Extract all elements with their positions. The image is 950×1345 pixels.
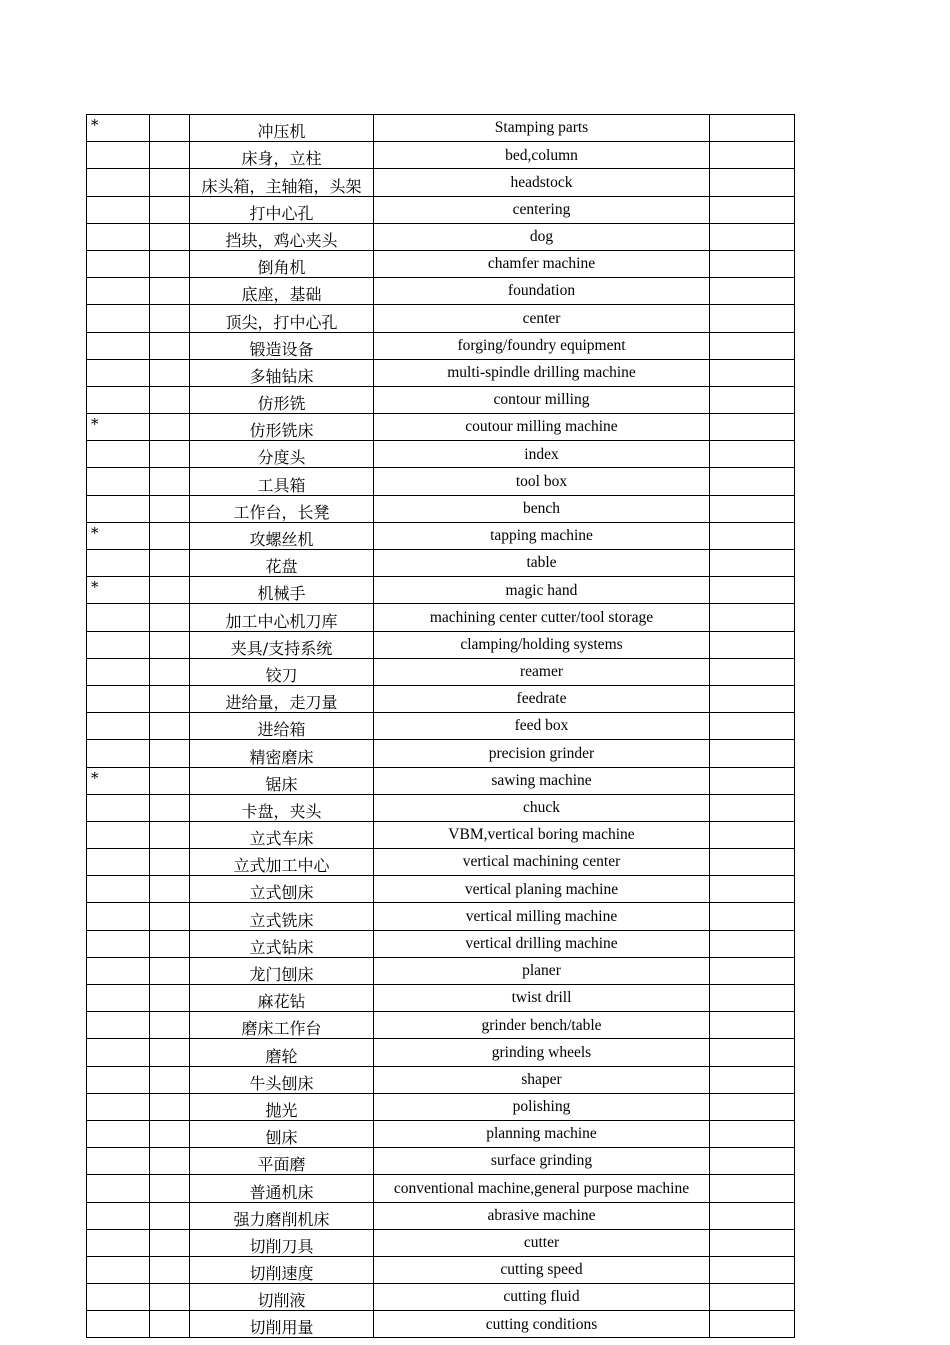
blank-cell	[150, 414, 190, 441]
marker-cell	[87, 957, 150, 984]
english-term-cell: surface grinding	[374, 1148, 710, 1175]
blank-cell	[150, 305, 190, 332]
blank-cell	[150, 631, 190, 658]
english-term-cell: dog	[374, 223, 710, 250]
chinese-term-cell: 切削用量	[190, 1311, 374, 1338]
marker-cell	[87, 1148, 150, 1175]
chinese-term-cell: 平面磨	[190, 1148, 374, 1175]
marker-cell	[87, 1039, 150, 1066]
table-row	[87, 1229, 795, 1256]
blank-cell	[710, 604, 795, 631]
table-row	[87, 1093, 795, 1120]
table-row	[87, 577, 795, 604]
blank-cell	[150, 495, 190, 522]
table-row	[87, 522, 795, 549]
marker-cell: *	[87, 577, 150, 604]
marker-cell	[87, 631, 150, 658]
chinese-term-cell: 锯床	[190, 767, 374, 794]
marker-cell	[87, 604, 150, 631]
blank-cell	[150, 849, 190, 876]
blank-cell	[710, 223, 795, 250]
blank-cell	[150, 930, 190, 957]
marker-cell	[87, 740, 150, 767]
chinese-term-cell: 工作台，长凳	[190, 495, 374, 522]
chinese-term-cell: 切削速度	[190, 1256, 374, 1283]
blank-cell	[150, 767, 190, 794]
chinese-term-cell: 抛光	[190, 1093, 374, 1120]
english-term-cell: bed,column	[374, 142, 710, 169]
chinese-term-cell: 麻花钻	[190, 985, 374, 1012]
english-term-cell: cutter	[374, 1229, 710, 1256]
chinese-term-cell: 锻造设备	[190, 332, 374, 359]
table-row	[87, 1311, 795, 1338]
blank-cell	[710, 767, 795, 794]
english-term-cell: contour milling	[374, 386, 710, 413]
blank-cell	[150, 1093, 190, 1120]
blank-cell	[150, 1148, 190, 1175]
english-term-cell: twist drill	[374, 985, 710, 1012]
blank-cell	[710, 1256, 795, 1283]
blank-cell	[710, 1039, 795, 1066]
table-row	[87, 386, 795, 413]
chinese-term-cell: 立式刨床	[190, 876, 374, 903]
table-row	[87, 1148, 795, 1175]
table-row	[87, 550, 795, 577]
marker-cell: *	[87, 767, 150, 794]
chinese-term-cell: 铰刀	[190, 658, 374, 685]
chinese-term-cell: 花盘	[190, 550, 374, 577]
chinese-term-cell: 床头箱，主轴箱，头架	[190, 169, 374, 196]
marker-cell	[87, 1012, 150, 1039]
blank-cell	[710, 1311, 795, 1338]
blank-cell	[710, 577, 795, 604]
blank-cell	[150, 1202, 190, 1229]
english-term-cell: chamfer machine	[374, 250, 710, 277]
table-row	[87, 305, 795, 332]
english-term-cell: reamer	[374, 658, 710, 685]
english-term-cell: center	[374, 305, 710, 332]
table-row	[87, 359, 795, 386]
english-term-cell: vertical drilling machine	[374, 930, 710, 957]
blank-cell	[150, 550, 190, 577]
chinese-term-cell: 冲压机	[190, 115, 374, 142]
table-row	[87, 142, 795, 169]
blank-cell	[710, 196, 795, 223]
marker-cell: *	[87, 414, 150, 441]
marker-cell	[87, 142, 150, 169]
blank-cell	[710, 1093, 795, 1120]
table-row	[87, 1202, 795, 1229]
blank-cell	[150, 821, 190, 848]
english-term-cell: conventional machine,general purpose machine	[374, 1175, 710, 1202]
chinese-term-cell: 夹具/支持系统	[190, 631, 374, 658]
chinese-term-cell: 立式加工中心	[190, 849, 374, 876]
blank-cell	[710, 1284, 795, 1311]
blank-cell	[150, 985, 190, 1012]
blank-cell	[710, 169, 795, 196]
blank-cell	[150, 658, 190, 685]
marker-cell	[87, 1120, 150, 1147]
english-term-cell: vertical milling machine	[374, 903, 710, 930]
blank-cell	[710, 495, 795, 522]
blank-cell	[150, 196, 190, 223]
blank-cell	[710, 821, 795, 848]
glossary-body	[87, 115, 795, 1338]
blank-cell	[710, 278, 795, 305]
marker-cell	[87, 468, 150, 495]
blank-cell	[710, 142, 795, 169]
blank-cell	[710, 1229, 795, 1256]
blank-cell	[710, 658, 795, 685]
blank-cell	[150, 332, 190, 359]
table-row	[87, 1175, 795, 1202]
blank-cell	[710, 1175, 795, 1202]
blank-cell	[150, 142, 190, 169]
blank-cell	[150, 577, 190, 604]
marker-cell	[87, 1202, 150, 1229]
marker-cell	[87, 223, 150, 250]
chinese-term-cell: 加工中心机刀库	[190, 604, 374, 631]
blank-cell	[710, 930, 795, 957]
blank-cell	[150, 1256, 190, 1283]
english-term-cell: cutting conditions	[374, 1311, 710, 1338]
english-term-cell: clamping/holding systems	[374, 631, 710, 658]
blank-cell	[150, 1039, 190, 1066]
table-row	[87, 1256, 795, 1283]
chinese-term-cell: 攻螺丝机	[190, 522, 374, 549]
blank-cell	[710, 794, 795, 821]
blank-cell	[150, 468, 190, 495]
table-row	[87, 985, 795, 1012]
chinese-term-cell: 卡盘，夹头	[190, 794, 374, 821]
chinese-term-cell: 工具箱	[190, 468, 374, 495]
blank-cell	[710, 1012, 795, 1039]
marker-cell	[87, 169, 150, 196]
table-row	[87, 794, 795, 821]
blank-cell	[710, 359, 795, 386]
glossary-table	[86, 114, 795, 1338]
blank-cell	[710, 550, 795, 577]
marker-cell	[87, 930, 150, 957]
table-row	[87, 1120, 795, 1147]
table-row	[87, 604, 795, 631]
blank-cell	[710, 713, 795, 740]
marker-cell	[87, 305, 150, 332]
marker-cell	[87, 196, 150, 223]
table-row	[87, 468, 795, 495]
chinese-term-cell: 仿形铣床	[190, 414, 374, 441]
chinese-term-cell: 立式车床	[190, 821, 374, 848]
marker-cell	[87, 849, 150, 876]
marker-cell	[87, 441, 150, 468]
marker-cell	[87, 1093, 150, 1120]
blank-cell	[150, 604, 190, 631]
english-term-cell: VBM,vertical boring machine	[374, 821, 710, 848]
english-term-cell: vertical machining center	[374, 849, 710, 876]
english-term-cell: chuck	[374, 794, 710, 821]
blank-cell	[150, 1066, 190, 1093]
english-term-cell: abrasive machine	[374, 1202, 710, 1229]
chinese-term-cell: 床身，立柱	[190, 142, 374, 169]
blank-cell	[710, 740, 795, 767]
marker-cell	[87, 1256, 150, 1283]
chinese-term-cell: 分度头	[190, 441, 374, 468]
chinese-term-cell: 进给箱	[190, 713, 374, 740]
blank-cell	[150, 359, 190, 386]
marker-cell	[87, 985, 150, 1012]
table-row	[87, 713, 795, 740]
blank-cell	[710, 631, 795, 658]
blank-cell	[710, 468, 795, 495]
blank-cell	[150, 441, 190, 468]
marker-cell	[87, 278, 150, 305]
chinese-term-cell: 刨床	[190, 1120, 374, 1147]
chinese-term-cell: 倒角机	[190, 250, 374, 277]
blank-cell	[150, 169, 190, 196]
table-row	[87, 223, 795, 250]
blank-cell	[710, 903, 795, 930]
chinese-term-cell: 磨床工作台	[190, 1012, 374, 1039]
blank-cell	[710, 386, 795, 413]
english-term-cell: coutour milling machine	[374, 414, 710, 441]
chinese-term-cell: 龙门刨床	[190, 957, 374, 984]
blank-cell	[710, 414, 795, 441]
chinese-term-cell: 机械手	[190, 577, 374, 604]
marker-cell	[87, 1229, 150, 1256]
blank-cell	[710, 685, 795, 712]
english-term-cell: index	[374, 441, 710, 468]
english-term-cell: bench	[374, 495, 710, 522]
table-row	[87, 685, 795, 712]
blank-cell	[150, 1175, 190, 1202]
table-row	[87, 957, 795, 984]
english-term-cell: sawing machine	[374, 767, 710, 794]
english-term-cell: shaper	[374, 1066, 710, 1093]
english-term-cell: tool box	[374, 468, 710, 495]
marker-cell	[87, 1175, 150, 1202]
marker-cell	[87, 1284, 150, 1311]
english-term-cell: grinder bench/table	[374, 1012, 710, 1039]
table-row	[87, 1012, 795, 1039]
marker-cell	[87, 658, 150, 685]
english-term-cell: foundation	[374, 278, 710, 305]
table-row	[87, 169, 795, 196]
marker-cell	[87, 903, 150, 930]
english-term-cell: table	[374, 550, 710, 577]
chinese-term-cell: 进给量，走刀量	[190, 685, 374, 712]
blank-cell	[710, 250, 795, 277]
blank-cell	[710, 1202, 795, 1229]
english-term-cell: headstock	[374, 169, 710, 196]
table-row	[87, 1039, 795, 1066]
marker-cell	[87, 250, 150, 277]
blank-cell	[710, 1120, 795, 1147]
english-term-cell: precision grinder	[374, 740, 710, 767]
table-row	[87, 332, 795, 359]
table-row	[87, 1066, 795, 1093]
english-term-cell: Stamping parts	[374, 115, 710, 142]
table-row	[87, 821, 795, 848]
blank-cell	[150, 1229, 190, 1256]
table-row	[87, 441, 795, 468]
table-row	[87, 250, 795, 277]
table-row	[87, 930, 795, 957]
table-row	[87, 115, 795, 142]
blank-cell	[150, 903, 190, 930]
english-term-cell: multi-spindle drilling machine	[374, 359, 710, 386]
chinese-term-cell: 底座，基础	[190, 278, 374, 305]
blank-cell	[150, 278, 190, 305]
marker-cell	[87, 1311, 150, 1338]
blank-cell	[150, 115, 190, 142]
english-term-cell: polishing	[374, 1093, 710, 1120]
chinese-term-cell: 精密磨床	[190, 740, 374, 767]
marker-cell	[87, 1066, 150, 1093]
english-term-cell: magic hand	[374, 577, 710, 604]
blank-cell	[150, 522, 190, 549]
chinese-term-cell: 立式铣床	[190, 903, 374, 930]
marker-cell	[87, 550, 150, 577]
chinese-term-cell: 切削刀具	[190, 1229, 374, 1256]
blank-cell	[150, 713, 190, 740]
blank-cell	[710, 115, 795, 142]
english-term-cell: feed box	[374, 713, 710, 740]
blank-cell	[710, 849, 795, 876]
chinese-term-cell: 打中心孔	[190, 196, 374, 223]
table-row	[87, 876, 795, 903]
marker-cell	[87, 794, 150, 821]
blank-cell	[150, 250, 190, 277]
english-term-cell: grinding wheels	[374, 1039, 710, 1066]
marker-cell	[87, 386, 150, 413]
table-row	[87, 278, 795, 305]
blank-cell	[710, 985, 795, 1012]
english-term-cell: centering	[374, 196, 710, 223]
marker-cell	[87, 713, 150, 740]
blank-cell	[150, 386, 190, 413]
chinese-term-cell: 立式钻床	[190, 930, 374, 957]
blank-cell	[710, 1066, 795, 1093]
chinese-term-cell: 强力磨削机床	[190, 1202, 374, 1229]
table-row	[87, 658, 795, 685]
table-row	[87, 740, 795, 767]
english-term-cell: planning machine	[374, 1120, 710, 1147]
english-term-cell: vertical planing machine	[374, 876, 710, 903]
english-term-cell: feedrate	[374, 685, 710, 712]
blank-cell	[150, 794, 190, 821]
blank-cell	[150, 223, 190, 250]
english-term-cell: planer	[374, 957, 710, 984]
marker-cell	[87, 359, 150, 386]
chinese-term-cell: 顶尖，打中心孔	[190, 305, 374, 332]
chinese-term-cell: 多轴钻床	[190, 359, 374, 386]
english-term-cell: tapping machine	[374, 522, 710, 549]
blank-cell	[150, 1311, 190, 1338]
blank-cell	[710, 957, 795, 984]
blank-cell	[150, 740, 190, 767]
chinese-term-cell: 牛头刨床	[190, 1066, 374, 1093]
table-row	[87, 903, 795, 930]
blank-cell	[150, 957, 190, 984]
marker-cell	[87, 495, 150, 522]
marker-cell: *	[87, 522, 150, 549]
chinese-term-cell: 普通机床	[190, 1175, 374, 1202]
marker-cell	[87, 821, 150, 848]
table-row	[87, 1284, 795, 1311]
english-term-cell: machining center cutter/tool storage	[374, 604, 710, 631]
chinese-term-cell: 挡块，鸡心夹头	[190, 223, 374, 250]
blank-cell	[710, 522, 795, 549]
blank-cell	[710, 332, 795, 359]
table-row	[87, 631, 795, 658]
marker-cell	[87, 876, 150, 903]
english-term-cell: cutting fluid	[374, 1284, 710, 1311]
blank-cell	[150, 876, 190, 903]
blank-cell	[150, 1012, 190, 1039]
chinese-term-cell: 切削液	[190, 1284, 374, 1311]
table-row	[87, 849, 795, 876]
blank-cell	[150, 685, 190, 712]
marker-cell: *	[87, 115, 150, 142]
chinese-term-cell: 磨轮	[190, 1039, 374, 1066]
blank-cell	[710, 441, 795, 468]
chinese-term-cell: 仿形铣	[190, 386, 374, 413]
blank-cell	[150, 1120, 190, 1147]
marker-cell	[87, 685, 150, 712]
table-row	[87, 767, 795, 794]
table-row	[87, 414, 795, 441]
marker-cell	[87, 332, 150, 359]
blank-cell	[710, 876, 795, 903]
blank-cell	[710, 1148, 795, 1175]
table-row	[87, 196, 795, 223]
english-term-cell: forging/foundry equipment	[374, 332, 710, 359]
table-row	[87, 495, 795, 522]
blank-cell	[710, 305, 795, 332]
blank-cell	[150, 1284, 190, 1311]
english-term-cell: cutting speed	[374, 1256, 710, 1283]
